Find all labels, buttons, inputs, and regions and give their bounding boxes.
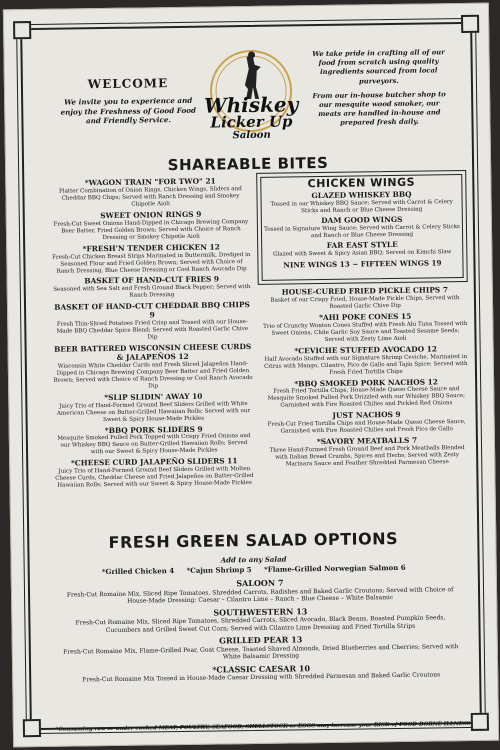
item-description: Tossed in Signature Wing Sauce; Served with Carrot & Celery Sticks and Ranch or Blue Cheese Dressing (264, 223, 460, 239)
item-name: SWEET ONION RINGS 9 (100, 209, 202, 220)
item-name: SOUTHWESTERN 13 (213, 605, 308, 618)
item-name: *SLIP SLIDIN' AWAY 10 (104, 391, 203, 402)
menu-item (61, 662, 461, 685)
menu-item (263, 345, 469, 378)
menu-item (263, 377, 469, 410)
addon-item: *Cajun Shrimp 5 (186, 565, 252, 575)
corner-ornament (13, 21, 31, 39)
item-description: Juicy Trio of Hand-Formed Ground Beef Sliders Grilled with White American Cheese on Butter-Grilled Hawaiian Rolls; Served with our Sweet & Spicy House-Made Pickles (56, 400, 251, 423)
item-name: BASKET OF HAND-CUT CHEDDAR BBQ CHIPS 9 (54, 300, 250, 320)
item-name: *CEVICHE STUFFED AVOCADO 12 (294, 344, 438, 356)
item-name: SALOON 7 (236, 577, 284, 589)
menu-item (264, 410, 470, 436)
item-name: *FRESH'N TENDER CHICKEN 12 (82, 242, 220, 253)
item-description: Fresh-Cut Fried Tortilla Chips and House-Made Queso Cheese Sauce, Garnished with Fire Roasted Chilies and Fresh Pico de Gallo (267, 419, 466, 435)
item-description: Wisconsin White Cheddar Curds and Fresh Sliced Jalapeños Hand-Dipped in Chicago Brewing Company Beer Batter and Fried Golden Brown; Served with Choice of Ranch Dressing or Cool Ranch Avocado Dip (53, 360, 253, 390)
shareable-bites-title: SHAREABLE BITES (167, 153, 329, 175)
shareable-right-column (262, 286, 471, 472)
item-description: Fresh-Cut Romaine Mix, Sliced Ripe Tomatoes, Shredded Carrots, Radishes and Baked Garlic Croutons; Served with Choice of House-Made Dressing: Caesar – Cilantro Lime – Ranch – Blue Cheese – White Balsamic (66, 585, 454, 605)
item-description: Fresh-Cut Chicken Breast Strips Marinated in Buttermilk, Dredged in Seasoned Flour and Fried Golden Brown; Served with Choice of Ranch Dressing, Blue Cheese Dressing or Cool Ranch Avocado Dip (52, 251, 251, 275)
menu-item (60, 576, 460, 606)
logo-line-3: Saloon (232, 129, 271, 142)
corner-ornament (461, 15, 479, 33)
menu-item (51, 243, 251, 276)
item-description: Fresh Fried Tortilla Chips, House-Made Queso Cheese Sauce and Mesquite Smoked Pulled Pork Drizzled with our Whiskey BBQ Sauce; Garnished with Fire Roasted Chilies and Pickled Red Onions (267, 386, 466, 409)
item-description: Glazed with Sweet & Spicy Asian BBQ; Served on Kimchi Slaw (273, 248, 452, 258)
item-description: Tossed in our Whiskey BBQ Sauce; Served with Carrot & Celery Sticks and Ranch or Blue Cheese Dressing (270, 199, 453, 215)
item-name: *CLASSIC CAESAR 10 (212, 662, 311, 675)
menu-item (52, 275, 252, 301)
addon-item: *Grilled Chicken 4 (101, 566, 175, 577)
menu-item (263, 190, 459, 216)
item-description: Half Avocado Stuffed with our Signature Shrimp Ceviche, Marinated in Citrus with Mango, Cilantro, Pico de Gallo and Tajín Spice; Served with Fresh Fried Tortilla Chips (264, 353, 468, 376)
menu-item (60, 605, 460, 635)
item-description: Juicy Trio of Hand-Formed Ground Beef Sliders Grilled with Molten Cheese Curds, Cheddar Cheese and Fried Jalapeños on Butter-Grilled Hawaiian Rolls; Served with our Sweet & Spicy House-Made Pickles (55, 466, 254, 489)
menu-item (264, 240, 460, 259)
intro-paragraph: From our in-house butcher shop to our mesquite wood smoker, our meats are handled in-house and prepared fresh daily. (312, 89, 446, 127)
item-name: *BBQ PORK SLIDERS 9 (104, 424, 203, 435)
item-description: Fresh Thin-Sliced Potatoes Fried Crisp and Tossed with our House-Made BBQ Cheddar Spice Blend; Served with Roasted Garlic Chive Dip (56, 319, 249, 341)
saloon-logo (190, 46, 311, 146)
menu-item (54, 457, 254, 490)
menu-item (52, 301, 253, 342)
menu-item (53, 392, 253, 425)
item-name: *SAVORY MEATBALLS 7 (316, 435, 418, 447)
menu-item (61, 633, 461, 663)
welcome-text: We invite you to experience and enjoy the Freshness of Good Food and Friendly Service. (60, 95, 197, 126)
logo-line-2: Licker Up (210, 112, 293, 132)
item-name: DAM GOOD WINGS (321, 214, 403, 225)
item-name: HOUSE-CURED FRIED PICKLE CHIPS 7 (281, 285, 449, 297)
item-name: FAR EAST STYLE (326, 239, 398, 250)
item-description: Fresh-Cut Romaine Mix, Flame-Grilled Pear, Goat Cheese, Toasted Shaved Almonds, Dried Blueberries and Cherries; Served with White Balsamic Dressing (63, 642, 459, 661)
item-description: Fresh-Cut Romaine Mix Tossed in House-Made Caesar Dressing with Shredded Parmesan and Baked Garlic Croutons (82, 671, 441, 684)
chicken-wings-box (256, 170, 468, 285)
item-name: *WAGON TRAIN "FOR TWO" 21 (84, 176, 216, 188)
item-description: Basket of our Crispy Fried, House-Made Pickle Chips, Served with Roasted Garlic Chive Dip (270, 294, 460, 310)
logo-line-1: Whiskey (204, 92, 299, 118)
wings-pricing: NINE WINGS 13 ~ FIFTEEN WINGS 19 (283, 257, 442, 270)
corner-ornament (23, 719, 41, 737)
item-description: Trio of Crunchy Wonton Cones Stuffed with Fresh Ahi Tuna Tossed with Sweet Onions, Chile Garlic Soy Sauce and Toasted Sesame Seeds; Served with Zesty Lime Aioli (263, 320, 468, 343)
intro-block (308, 48, 449, 128)
menu-page (3, 3, 499, 748)
item-name: JUST NACHOS 9 (332, 410, 401, 421)
salad-add-text: Add to any Salad (220, 554, 287, 565)
food-safety-disclaimer: *Consuming raw or under cooked MEAT, POULTRY, SEAFOOD, SHELLSTOCK or EGGS may increase your RISK of FOOD BORNE ILLNESS. (55, 720, 473, 733)
item-description: Fresh-Cut Romaine Mix, Sliced Ripe Tomatoes, Shredded Carrots, Sliced Avocado, Black Beans, Roasted Pumpkin Seeds, Cucumbers and Grilled Sweet Cut Corn; Served with Cilantro Lime Dressing and Fried Tortilla Strips (75, 614, 446, 634)
wings-title: CHICKEN WINGS (307, 175, 416, 191)
welcome-title: WELCOME (87, 76, 169, 92)
item-name: *BBQ SMOKED PORK NACHOS 12 (294, 376, 438, 388)
menu-item (264, 215, 460, 241)
item-description: Three Hand-Formed Fresh Ground Beef and Pork Meatballs Blended with Italian Bread Crumbs, Spices and Herbs; Served with Zesty Marinara Sauce and Feather Shredded Parmesan Cheese (269, 445, 465, 468)
item-name: *CHEESE CURD JALAPEÑO SLIDERS 11 (70, 456, 238, 468)
item-name: BASKET OF HAND-CUT FRIES 9 (84, 274, 220, 286)
menu-item (50, 177, 250, 210)
item-name: GLAZED WHISKEY BBQ (311, 189, 412, 201)
shareable-left-column (50, 177, 254, 493)
item-description: Seasoned with Sea Salt and Fresh Ground Black Pepper; Served with Ranch Dressing (53, 284, 251, 300)
welcome-block (53, 76, 204, 127)
item-name: *AHI POKE CONES 15 (319, 311, 412, 322)
addon-item: *Flame-Grilled Norwegian Salmon 6 (263, 562, 406, 574)
menu-item (54, 425, 254, 458)
item-description: Fresh-Cut Sweet Onions Hand-Dipped in Chicago Brewing Company Beer Batter, Fried Golden Brown; Served with Choice of Ranch Dressing or Smokey Chipotle Aioli (53, 218, 249, 241)
item-name: GRILLED PEAR 13 (219, 634, 303, 646)
salad-options-title: FRESH GREEN SALAD OPTIONS (108, 528, 399, 553)
menu-item (264, 436, 470, 469)
menu-item (262, 312, 468, 345)
item-description: Platter Combination of Onion Rings, Chicken Wings, Sliders and Cheddar BBQ Chips; Served with Ranch Dressing and Smokey Chipotle Aioli (58, 185, 242, 208)
menu-item (53, 343, 254, 391)
salad-list (60, 576, 461, 688)
menu-item (262, 286, 468, 312)
intro-paragraph: We take pride in crafting all of our food from scratch using quality ingredients sourced from local purveyors. (312, 48, 445, 85)
item-description: Mesquite Smoked Pulled Pork Topped with Crispy Fried Onions and our Whiskey BBQ Sauce on Butter-Grilled Hawaiian Rolls; Served with our Sweet & Spicy House-Made Pickles (57, 433, 251, 456)
menu-item (51, 210, 251, 243)
item-name: BEER BATTERED WISCONSIN CHEESE CURDS & JALAPEÑOS 12 (53, 342, 252, 362)
